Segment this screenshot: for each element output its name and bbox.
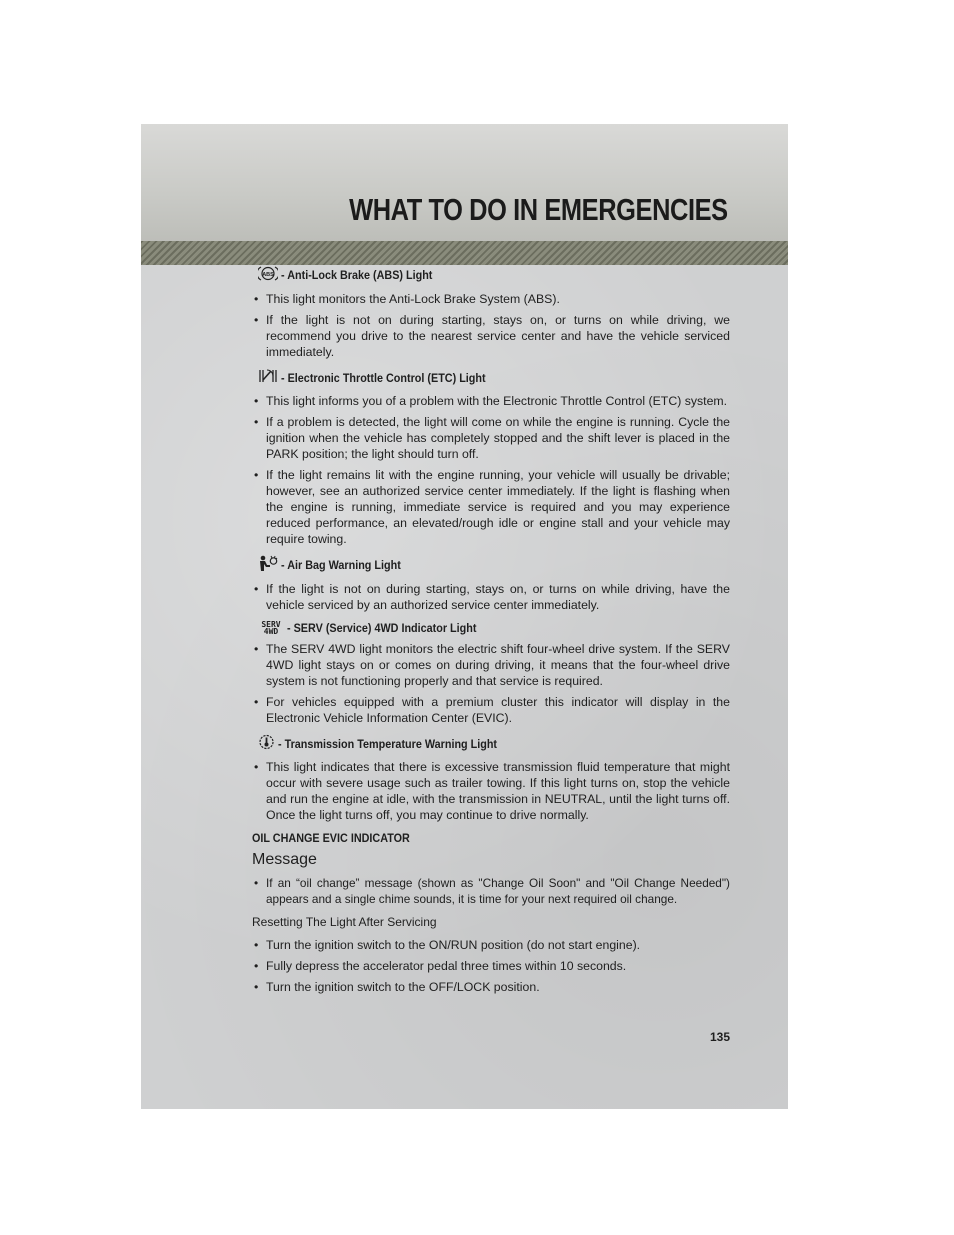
list-item: • Fully depress the accelerator pedal three times within 10 seconds. <box>252 958 730 974</box>
oil-change-heading: OIL CHANGE EVIC INDICATOR <box>252 831 410 845</box>
page-title: WHAT TO DO IN EMERGENCIES <box>349 192 728 227</box>
list-item: • This light informs you of a problem with the Electronic Throttle Control (ETC) system. <box>252 393 730 409</box>
abs-heading-text: - Anti-Lock Brake (ABS) Light <box>281 268 433 282</box>
etc-heading-text: - Electronic Throttle Control (ETC) Light <box>281 370 486 385</box>
airbag-heading <box>258 555 730 575</box>
airbag-list <box>252 581 730 613</box>
reset-title: Resetting The Light After Servicing <box>252 915 437 929</box>
list-item: • If the light is not on during starting, stays on, or turns on while driving, have the vehicle serviced by an authorized service center immediately. <box>252 581 730 613</box>
page-number: 135 <box>709 1030 730 1044</box>
header-band <box>141 241 788 265</box>
trans-heading <box>258 734 730 753</box>
serv-heading <box>258 621 730 635</box>
etc-heading <box>258 368 730 387</box>
list-item: • The SERV 4WD light monitors the electric shift four-wheel drive system. If the SERV 4WD light stays on or comes on during driving, it means that the four-wheel drive system is not functioning properly and that service is required. <box>252 641 730 689</box>
list-item: • For vehicles equipped with a premium cluster this indicator will display in the Electronic Vehicle Information Center (EVIC). <box>252 694 730 726</box>
trans-heading-text: - Transmission Temperature Warning Light <box>278 736 498 751</box>
list-item: • If an “oil change” message (shown as "Change Oil Soon" and "Oil Change Needed") appears and a single chime sounds, it is time for your next required oil change. <box>252 875 730 907</box>
list-item: • Turn the ignition switch to the ON/RUN position (do not start engine). <box>252 937 730 953</box>
message-title: Message <box>252 851 317 868</box>
reset-list <box>252 937 730 995</box>
transmission-temperature-icon <box>258 734 275 753</box>
page-header <box>141 124 788 241</box>
airbag-icon <box>258 555 278 575</box>
svg-text:ABS: ABS <box>262 272 274 278</box>
list-item: • This light monitors the Anti-Lock Brake System (ABS). <box>252 291 730 307</box>
page-content <box>252 265 730 1003</box>
list-item: • If the light remains lit with the engine running, your vehicle will usually be drivable; however, see an authorized service center immediately. If the light is flashing when the engine is running, immediate service is required and you may experience reduced performance, an elevated/rough idle or engine stall and your vehicle may require towing. <box>252 467 730 547</box>
list-item: • If the light is not on during starting, stays on, or turns on while driving, we recommend you drive to the nearest service center and have the vehicle serviced immediately. <box>252 312 730 360</box>
abs-heading <box>258 265 730 285</box>
message-list <box>252 875 730 907</box>
abs-list <box>252 291 730 360</box>
serv-icon-text-1: SERV <box>261 620 281 629</box>
manual-page <box>141 124 788 1109</box>
list-item: • Turn the ignition switch to the OFF/LOCK position. <box>252 979 730 995</box>
serv-list <box>252 641 730 726</box>
serv-4wd-icon <box>258 621 284 635</box>
list-item: • This light indicates that there is excessive transmission fluid temperature that might occur with severe usage such as trailer towing. If this light turns on, stop the vehicle and run the engine at idle, with the transmission in NEUTRAL, until the light turns off. Once the light turns off, you may continue to drive normally. <box>252 759 730 823</box>
airbag-heading-text: - Air Bag Warning Light <box>281 558 401 572</box>
serv-icon-text-2: 4WD <box>263 627 279 636</box>
serv-heading-text: - SERV (Service) 4WD Indicator Light <box>287 621 477 635</box>
etc-list <box>252 393 730 547</box>
etc-throttle-icon <box>258 368 278 387</box>
trans-list <box>252 759 730 823</box>
list-item: • If a problem is detected, the light will come on while the engine is running. Cycle the ignition when the vehicle has completely stopped and the shift lever is placed in the PARK position; the light should turn off. <box>252 414 730 462</box>
abs-icon <box>258 265 278 285</box>
